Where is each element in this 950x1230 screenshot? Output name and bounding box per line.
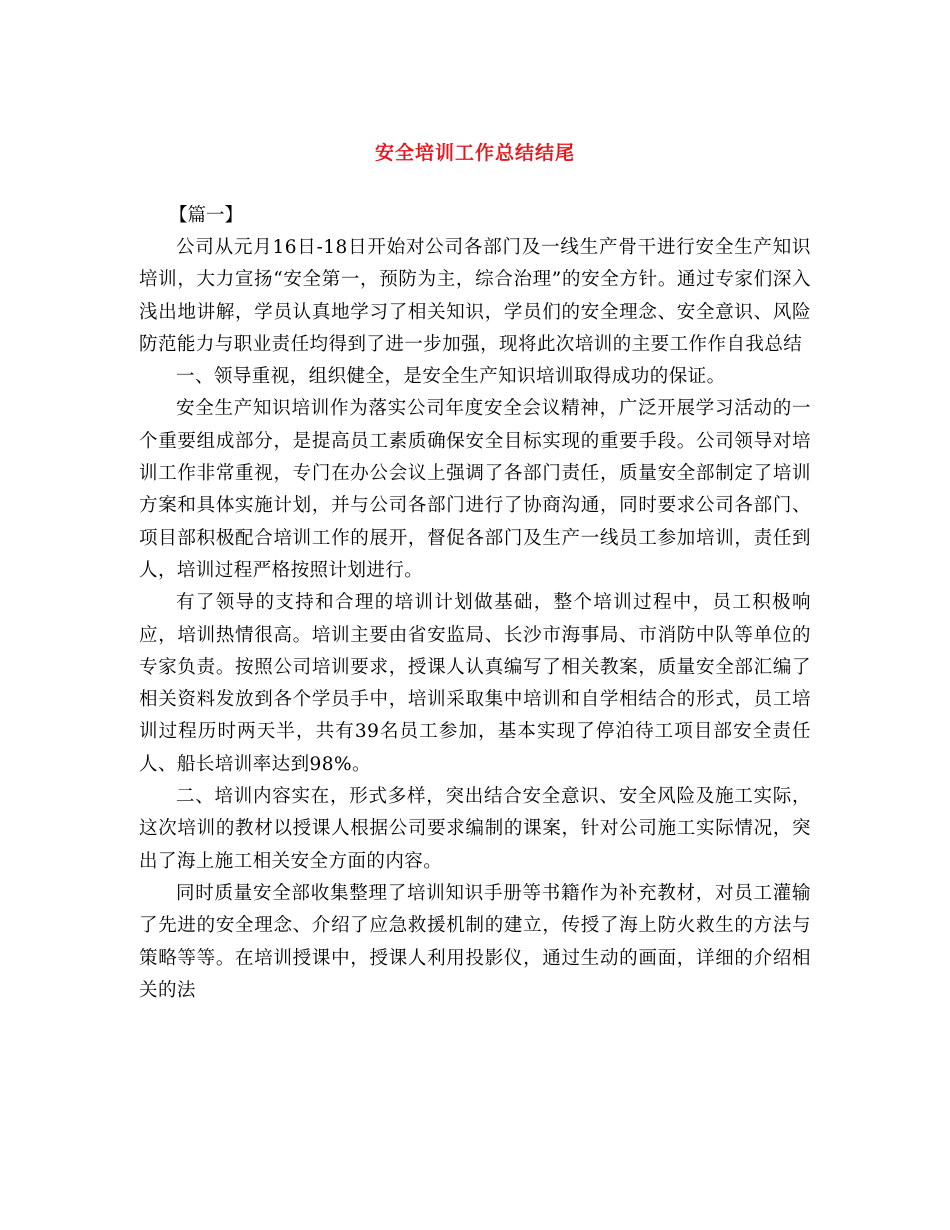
document-title: 安全培训工作总结结尾 xyxy=(374,142,575,164)
paragraph-intro: 公司从元月16日-18日开始对公司各部门及一线生产骨干进行安全生产知识培训，大力宣扬“安全第一，预防为主，综合治理”的安全方针。通过专家们深入浅出地讲解，学员认真地学习了相关知识，学员们的安全理念、安全意识、风险防范能力与职业责任均得到了进一步加强，现将此次培训的主要工作作自我总结 xyxy=(139,237,811,355)
paragraph-materials: 同时质量安全部收集整理了培训知识手册等书籍作为补充教材，对员工灌输了先进的安全理念、介绍了应急救援机制的建立，传授了海上防火救生的方法与策略等等。在培训授课中，授课人利用投影仪，通过生动的画面，详细的介绍相关的法 xyxy=(139,882,811,1001)
paragraph-point-one-heading: 一、领导重视，组织健全，是安全生产知识培训取得成功的保证。 xyxy=(176,366,726,388)
document-body xyxy=(139,200,811,1007)
section-label: 【篇一】 xyxy=(169,205,244,226)
paragraph-leadership: 安全生产知识培训作为落实公司年度安全会议精神，广泛开展学习活动的一个重要组成部分，是提高员工素质确保安全目标实现的重要手段。公司领导对培训工作非常重视，专门在办公会议上强调了各部门责任，质量安全部制定了培训方案和具体实施计划，并与公司各部门进行了协商沟通，同时要求公司各部门、项目部积极配合培训工作的展开，督促各部门及生产一线员工参加培训，责任到人，培训过程严格按照计划进行。 xyxy=(139,398,811,581)
paragraph-training-process: 有了领导的支持和合理的培训计划做基础，整个培训过程中，员工积极响应，培训热情很高。培训主要由省安监局、长沙市海事局、市消防中队等单位的专家负责。按照公司培训要求，授课人认真编写了相关教案，质量安全部汇编了相关资料发放到各个学员手中，培训采取集中培训和自学相结合的形式，员工培训过程历时两天半，共有39名员工参加，基本实现了停泊待工项目部安全责任人、船长培训率达到98%。 xyxy=(139,592,811,775)
paragraph-point-two: 二、培训内容实在，形式多样，突出结合安全意识、安全风险及施工实际，这次培训的教材以授课人根据公司要求编制的课案，针对公司施工实际情况，突出了海上施工相关安全方面的内容。 xyxy=(139,786,811,872)
